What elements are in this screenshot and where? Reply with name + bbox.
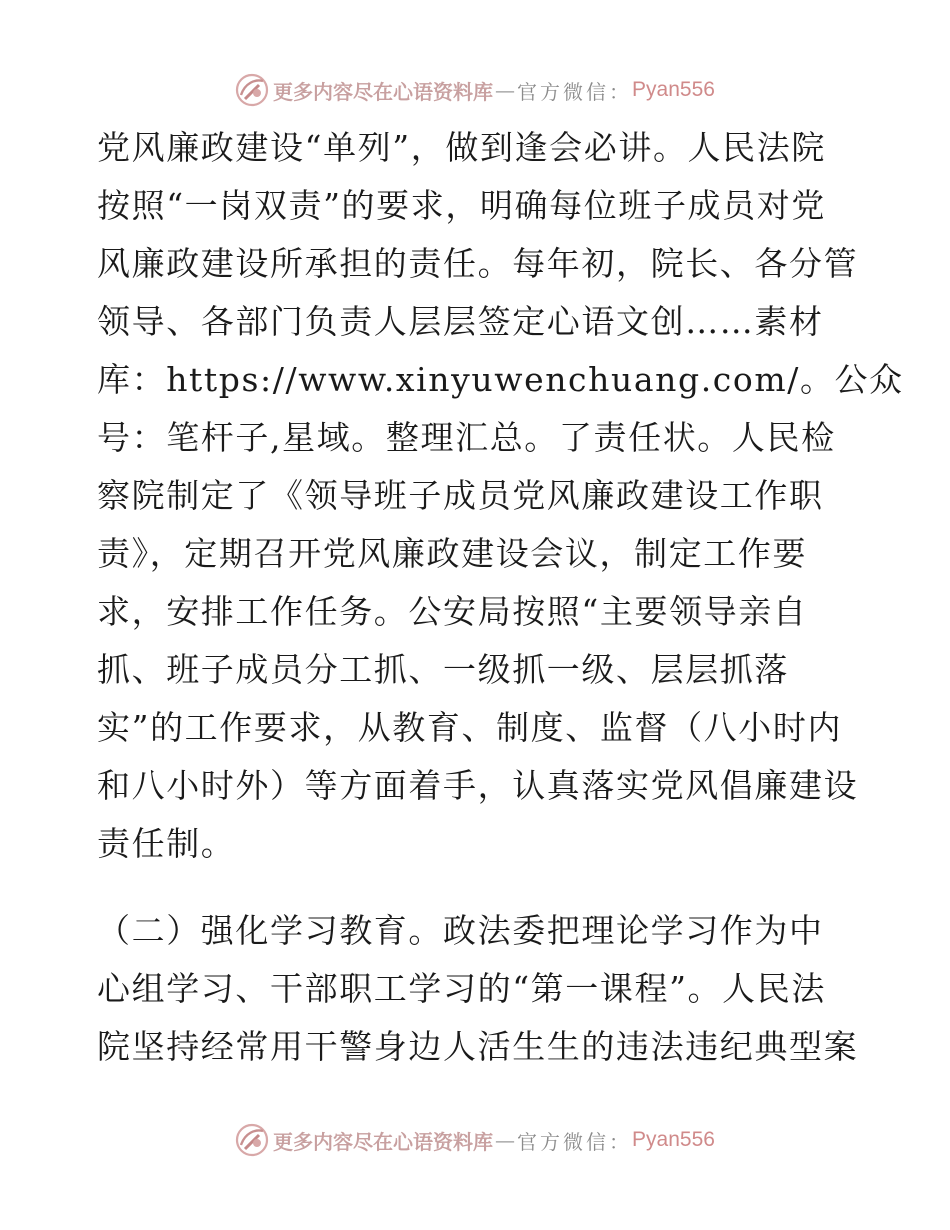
text-line: 按照“一岗双责”的要求，明确每位班子成员对党 [97, 186, 826, 225]
seal-logo-icon [235, 73, 269, 107]
text-line: 实”的工作要求，从教育、制度、监督（八小时内 [97, 708, 843, 747]
paragraph-1 [97, 119, 904, 873]
header-wechat-label: 官方微信： [517, 79, 633, 104]
header-watermark [0, 70, 950, 110]
text-line: 库：https://www.xinyuwenchuang.com/。公众 [97, 360, 904, 399]
text-line: 求，安排工作任务。公安局按照“主要领导亲自 [97, 592, 808, 631]
footer-separator: — [495, 1128, 516, 1152]
text-line: 风廉政建设所承担的责任。每年初，院长、各分管 [97, 244, 859, 283]
text-line: （二）强化学习教育。政法委把理论学习作为中 [97, 911, 824, 950]
footer-wechat-label: 官方微信： [517, 1129, 633, 1154]
text-line: 责任制。 [97, 824, 236, 863]
text-line: 领导、各部门负责人层层签定心语文创……素材 [97, 302, 824, 341]
document-body [97, 119, 904, 1076]
text-line: 号：笔杆子,星域。整理汇总。了责任状。人民检 [97, 418, 836, 457]
text-line: 院坚持经常用干警身边人活生生的违法违纪典型案 [97, 1027, 859, 1066]
header-separator: — [495, 78, 516, 102]
seal-logo-icon [235, 1123, 269, 1157]
text-line: 和八小时外）等方面着手，认真落实党风倡廉建设 [97, 766, 859, 805]
footer-watermark [0, 1120, 950, 1160]
paragraph-2 [97, 902, 857, 1076]
text-line: 心组学习、干部职工学习的“第一课程”。人民法 [97, 969, 826, 1008]
text-line: 察院制定了《领导班子成员党风廉政建设工作职 [97, 476, 824, 515]
header-wechat-id: Pyan556 [632, 78, 715, 101]
paragraph-gap [97, 873, 857, 902]
text-line: 抓、班子成员分工抓、一级抓一级、层层抓落 [97, 650, 789, 689]
footer-wechat-id: Pyan556 [632, 1128, 715, 1151]
header-watermark-text: 更多内容尽在心语资料库 [273, 79, 494, 104]
footer-watermark-text: 更多内容尽在心语资料库 [273, 1129, 494, 1154]
text-line: 党风廉政建设“单列”，做到逢会必讲。人民法院 [97, 128, 826, 167]
text-line: 责》，定期召开党风廉政建设会议，制定工作要 [97, 534, 808, 573]
